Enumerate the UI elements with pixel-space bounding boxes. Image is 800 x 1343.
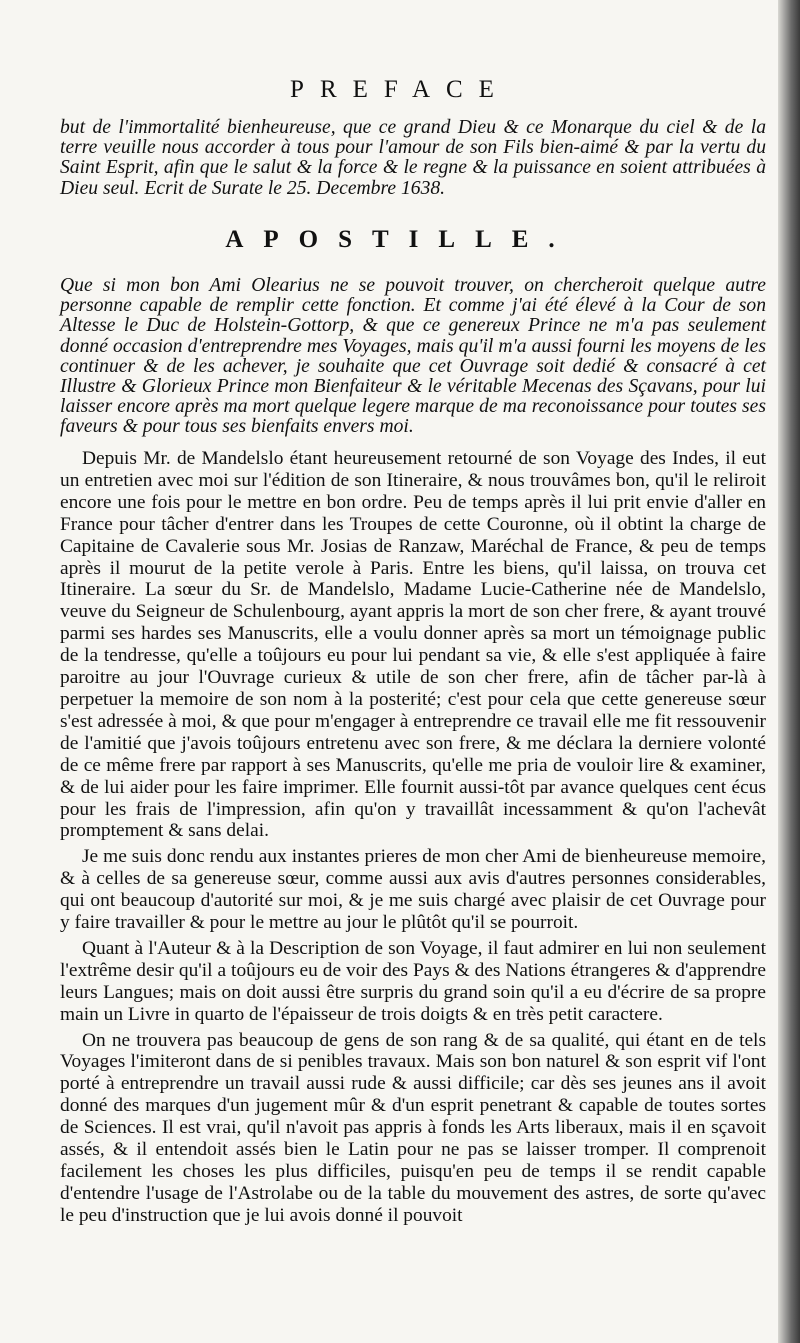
body-text — [60, 448, 766, 1227]
body-paragraph-3: Quant à l'Auteur & à la Description de son Voyage, il faut admirer en lui non seulement l'extrême desir qu'il a toûjours eu de voir des Pays & des Nations étrangeres & d'apprendre leurs Langues; mais on doit aussi être surpris du grand soin qu'il a eu d'écrire de sa propre main un Livre in quarto de l'épaisseur de trois doigts & en très petit caractere. — [60, 937, 766, 1025]
book-spine-shadow — [778, 0, 800, 1343]
apostille-paragraph-text: Que si mon bon Ami Olearius ne se pouvoit trouver, on chercheroit quelque autre personne capable de remplir cette fonction. Et comme j'ai été élevé à la Cour de son Altesse le Duc de Holstein-Gottorp, & que ce genereux Prince ne m'a pas seulement donné occasion d'entreprendre mes Voyages, mais qu'il m'a aussi fourni les moyens de les continuer & de les achever, je souhaite que cet Ouvrage soit dedié & consacré à cet Illustre & Glorieux Prince mon Bienfaiteur & le véritable Mecenas des Sçavans, pour lui laisser encore après ma mort quelque legere marque de ma reconoissance pour toutes ses faveurs & pour tous ses bienfaits envers moi. — [60, 275, 766, 438]
body-paragraph-4: On ne trouvera pas beaucoup de gens de son rang & de sa qualité, qui étant en de tels Voyages l'imiteront dans de si penibles travaux. Mais son bon naturel & son esprit vif l'ont porté à entreprendre un travail aussi rude & aussi difficile; car dès ses jeunes ans il avoit donné des marques d'un jugement mûr & d'un esprit penetrant & capable de toutes sortes de Sciences. Il est vrai, qu'il n'avoit pas appris à fonds les Arts liberaux, mais il en sçavoit assés, & il entendoit assés bien le Latin pour ne pas se laisser tromper. Il comprenoit facilement les choses les plus difficiles, puisqu'en peu de temps il se rendit capable d'entendre l'usage de l'Astrolabe ou de la table du mouvement des astres, de sorte qu'avec le peu d'instruction que je lui avois donné il pouvoit — [60, 1029, 766, 1226]
opening-paragraph — [60, 118, 766, 199]
body-paragraph-1: Depuis Mr. de Mandelslo étant heureusement retourné de son Voyage des Indes, il eut un entretien avec moi sur l'édition de son Itineraire, & nous trouvâmes bon, qu'il le reliroit encore une fois pour le mettre en bon ordre. Peu de temps après il lui prit envie d'aller en France pour tâcher d'entrer dans les Troupes de cette Couronne, où il obtint la charge de Capitaine de Cavalerie sous Mr. Josias de Ranzaw, Maréchal de France, & peu de temps après il mourut de la petite verole à Paris. Entre les biens, qu'il laissa, on trouva cet Itineraire. La sœur du Sr. de Mandelslo, Madame Lucie-Catherine née de Mandelslo, veuve du Seigneur de Schulenbourg, ayant appris la mort de son cher frere, & ayant trouvé parmi ses hardes ses Manuscrits, elle a voulu donner après sa mort un témoignage public de la tendresse, qu'elle a toûjours eu pour lui pendant sa vie, & elle s'est appliquée à faire paroitre au jour l'Ouvrage curieux & utile de son cher frere, afin de tâcher par-là à perpetuer la memoire de son nom à la posterité; c'est pour cela que cette genereuse sœur s'est adressée à moi, & que pour m'engager à entreprendre ce travail elle me fit ressouvenir de l'amitié que j'avois toûjours entretenu avec son frere, & me déclara la derniere volonté de ce même frere par rapport à ses Manuscrits, qu'elle me pria de vouloir lire & examiner, & de lui aider pour les faire imprimer. Elle fournit aussi-tôt par avance quelques cent écus pour les frais de l'impression, afin qu'on y travaillât incessamment & qu'on l'achevât promptement & sans delai. — [60, 448, 766, 842]
running-head: PREFACE — [290, 76, 510, 103]
body-paragraph-2: Je me suis donc rendu aux instantes prieres de mon cher Ami de bienheureuse memoire, & à celles de sa genereuse sœur, comme aussi aux avis d'autres personnes considerables, qui ont beaucoup d'autorité sur moi, & je me suis chargé avec plaisir de cet Ouvrage pour y faire travailler & pour le mettre au jour le plûtôt qu'il se pourroit. — [60, 846, 766, 934]
section-title: APOSTILLE. — [225, 226, 575, 253]
opening-paragraph-text: but de l'immortalité bienheureuse, que ce grand Dieu & ce Monarque du ciel & de la terre veuille nous accorder à tous pour l'amour de son Fils bien-aimé & par la vertu du Saint Esprit, afin que le salut & la force & le regne & la puissance en soient attribuées à Dieu seul. Ecrit de Surate le 25. Decembre 1638. — [60, 117, 766, 199]
apostille-paragraph — [60, 276, 766, 438]
